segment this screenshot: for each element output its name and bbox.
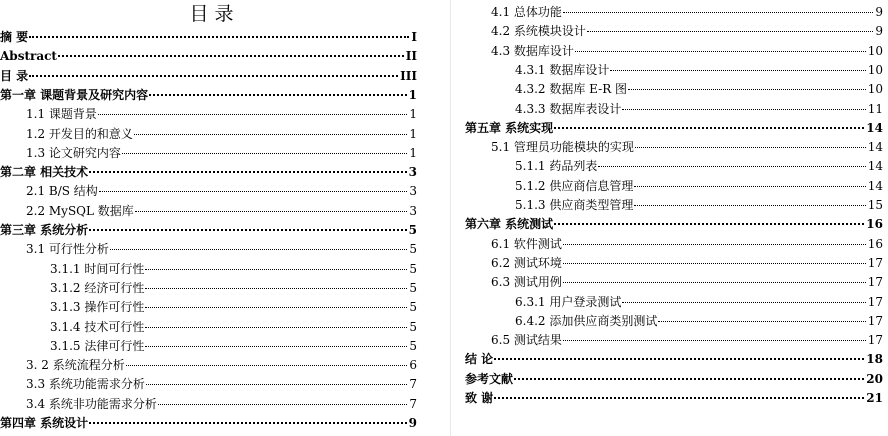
toc-dot-leader (29, 74, 398, 77)
toc-page-number: 14 (867, 159, 883, 174)
toc-dot-leader (563, 281, 866, 283)
toc-dot-leader (628, 88, 866, 90)
toc-page-number: 5 (409, 319, 417, 334)
toc-dot-leader (145, 306, 407, 308)
toc-section-entry[interactable] (491, 22, 883, 41)
toc-entry-label: 1.2 开发目的和意义 (26, 126, 133, 141)
toc-entry-label: 第六章 系统测试 (465, 217, 554, 232)
toc-dot-leader (494, 357, 864, 360)
toc-page-number: 9 (408, 416, 417, 430)
toc-dot-leader (658, 320, 865, 322)
toc-page-number: II (405, 49, 417, 64)
toc-chapter-entry[interactable] (0, 414, 417, 433)
toc-dot-leader (514, 377, 864, 380)
toc-entry-label: 4.3.3 数据库表设计 (515, 101, 622, 116)
toc-section-entry[interactable] (26, 125, 417, 144)
toc-page-number: 17 (867, 294, 883, 309)
toc-section-entry[interactable] (515, 157, 883, 176)
toc-dot-leader (89, 228, 406, 231)
toc-dot-leader (563, 243, 866, 245)
toc-section-entry[interactable] (50, 318, 417, 337)
toc-page-number: 5 (409, 261, 417, 276)
toc-page-number: 21 (866, 391, 883, 405)
toc-dot-leader (635, 146, 866, 148)
toc-section-entry[interactable] (50, 260, 417, 279)
toc-entry-label: 第一章 课题背景及研究内容 (0, 87, 149, 102)
toc-page-number: 9 (875, 24, 883, 39)
toc-entry-label: 第二章 相关技术 (0, 165, 89, 180)
toc-section-entry[interactable] (515, 61, 883, 80)
toc-page-number: 14 (867, 178, 883, 193)
toc-dot-leader (134, 133, 407, 135)
toc-page-number: 16 (866, 217, 883, 232)
toc-chapter-entry[interactable] (0, 221, 417, 240)
toc-page-number: I (411, 30, 417, 44)
toc-page-number: 5 (409, 338, 417, 353)
toc-dot-leader (622, 301, 865, 303)
toc-chapter-entry[interactable] (0, 86, 417, 105)
toc-section-entry[interactable] (515, 196, 883, 215)
toc-page-number: 15 (867, 198, 883, 212)
toc-page-number: 17 (867, 255, 883, 270)
toc-chapter-entry[interactable] (465, 215, 883, 234)
toc-section-entry[interactable] (491, 273, 883, 292)
toc-section-entry[interactable] (515, 177, 883, 196)
toc-section-entry[interactable] (515, 312, 883, 331)
toc-page-number: 17 (867, 333, 883, 348)
toc-entry-label: 3.1.4 技术可行性 (50, 319, 145, 334)
toc-entry-label: 3. 2 系统流程分析 (26, 358, 125, 373)
toc-section-entry[interactable] (26, 182, 417, 201)
toc-entry-label: 3.1.3 操作可行性 (50, 300, 145, 315)
toc-page-number: 1 (408, 87, 417, 102)
toc-dot-leader (99, 190, 408, 192)
toc-dot-leader (89, 421, 406, 424)
toc-dot-leader (122, 152, 407, 154)
toc-dot-leader (554, 126, 864, 129)
toc-page-number: 7 (409, 377, 417, 392)
toc-entry-label: 2.2 MySQL 数据库 (26, 203, 134, 218)
toc-entry-label: 3.3 系统功能需求分析 (26, 377, 145, 392)
toc-chapter-entry[interactable] (0, 67, 417, 86)
toc-page-number: 5 (409, 300, 417, 315)
toc-page-number: 6 (409, 358, 417, 373)
toc-section-entry[interactable] (50, 279, 417, 298)
toc-entry-label: 5.1 管理员功能模块的实现 (491, 140, 634, 155)
toc-entry-label: 第四章 系统设计 (0, 416, 89, 430)
toc-page-number: 14 (867, 140, 883, 155)
toc-entry-label: 4.3 数据库设计 (491, 43, 574, 58)
toc-dot-leader (146, 383, 407, 385)
toc-entry-label: 4.2 系统模块设计 (491, 24, 586, 39)
toc-entry-label: 4.3.2 数据库 E-R 图 (515, 82, 628, 97)
toc-section-entry[interactable] (515, 80, 883, 99)
toc-section-entry[interactable] (26, 105, 417, 124)
toc-entry-label: 结 论 (465, 352, 494, 367)
toc-dot-leader (610, 69, 865, 71)
toc-entry-label: 3.1.1 时间可行性 (50, 261, 145, 276)
toc-dot-leader (598, 165, 865, 167)
toc-dot-leader (126, 364, 408, 366)
toc-page-left (0, 0, 423, 436)
toc-section-entry[interactable] (515, 100, 883, 119)
toc-dot-leader (58, 54, 404, 57)
toc-page-number: 3 (409, 203, 417, 218)
toc-chapter-entry[interactable] (465, 119, 883, 138)
toc-dot-leader (135, 210, 408, 212)
toc-dot-leader (554, 222, 864, 225)
toc-chapter-entry[interactable] (465, 350, 883, 369)
toc-entry-label: 5.1.2 供应商信息管理 (515, 178, 634, 193)
toc-entry-label: Abstract (0, 49, 57, 64)
toc-entry-label: 3.1.5 法律可行性 (50, 338, 145, 353)
toc-page-number: 18 (866, 352, 883, 367)
toc-section-entry[interactable] (491, 254, 883, 273)
toc-page-number: 16 (867, 236, 883, 251)
toc-entry-label: 6.3 测试用例 (491, 275, 562, 290)
toc-entry-label: 3.1 可行性分析 (26, 242, 109, 257)
toc-dot-leader (89, 170, 406, 173)
toc-dot-leader (29, 35, 409, 38)
toc-section-entry[interactable] (26, 395, 417, 414)
toc-section-entry[interactable] (26, 202, 417, 221)
page-divider (450, 0, 451, 436)
toc-section-entry[interactable] (50, 298, 417, 317)
toc-dot-leader (634, 185, 865, 187)
toc-section-entry[interactable] (491, 331, 883, 350)
toc-page-number: 5 (408, 223, 417, 237)
toc-chapter-entry[interactable] (465, 370, 883, 389)
toc-entry-label: 致 谢 (465, 391, 494, 405)
toc-entry-label: 第五章 系统实现 (465, 120, 554, 135)
toc-title: 目 录 (189, 3, 234, 25)
toc-page-number: 5 (409, 280, 417, 295)
toc-entry-label: 1.1 课题背景 (26, 107, 97, 122)
toc-page-number: 14 (866, 120, 883, 135)
toc-dot-leader (145, 326, 407, 328)
toc-section-entry[interactable] (491, 42, 883, 61)
toc-page-number: 17 (867, 275, 883, 290)
toc-section-entry[interactable] (515, 293, 883, 312)
toc-page-number: 20 (866, 371, 883, 386)
toc-chapter-entry[interactable] (465, 389, 883, 408)
toc-section-entry[interactable] (26, 240, 417, 259)
toc-entry-label: 3.4 系统非功能需求分析 (26, 396, 157, 411)
toc-dot-leader (110, 248, 407, 250)
toc-page-number: 3 (408, 165, 417, 180)
toc-entry-label: 6.3.1 用户登录测试 (515, 294, 622, 309)
toc-chapter-entry[interactable] (0, 47, 417, 66)
toc-entry-label: 6.2 测试环境 (491, 255, 562, 270)
toc-dot-leader (158, 403, 407, 405)
toc-entry-label: 参考文献 (465, 371, 514, 386)
toc-page-number: 1 (409, 107, 417, 122)
toc-chapter-entry[interactable] (0, 28, 417, 47)
toc-page-right (465, 0, 888, 436)
toc-dot-leader (563, 262, 866, 264)
toc-entry-label: 5.1.3 供应商类型管理 (515, 198, 634, 212)
toc-entry-label: 4.3.1 数据库设计 (515, 62, 610, 77)
toc-section-entry[interactable] (491, 3, 883, 22)
toc-dot-leader (575, 50, 866, 52)
toc-dot-leader (634, 204, 865, 206)
toc-page-number: 11 (867, 101, 883, 116)
toc-dot-leader (494, 396, 864, 399)
toc-section-entry[interactable] (50, 337, 417, 356)
toc-entry-label: 3.1.2 经济可行性 (50, 280, 145, 295)
toc-section-entry[interactable] (26, 356, 417, 375)
toc-entry-label: 6.1 软件测试 (491, 236, 562, 251)
toc-section-entry[interactable] (491, 235, 883, 254)
toc-entry-label: 5.1.1 药品列表 (515, 159, 598, 174)
toc-page-number: 5 (409, 242, 417, 257)
toc-page-number: 1 (409, 126, 417, 141)
toc-dot-leader (145, 345, 407, 347)
toc-entry-label: 第三章 系统分析 (0, 223, 89, 237)
toc-page-number: III (400, 68, 417, 83)
toc-entry-label: 摘 要 (0, 30, 29, 44)
toc-entry-label: 4.1 总体功能 (491, 5, 562, 19)
toc-page-number: 17 (867, 313, 883, 328)
toc-page-number: 7 (409, 396, 417, 411)
toc-dot-leader (587, 30, 873, 32)
toc-dot-leader (149, 93, 406, 96)
toc-dot-leader (145, 287, 407, 289)
toc-dot-leader (563, 339, 866, 341)
toc-page-number: 10 (867, 43, 883, 58)
toc-entry-label: 1.3 论文研究内容 (26, 145, 121, 160)
toc-entry-label: 2.1 B/S 结构 (26, 184, 98, 199)
toc-section-entry[interactable] (491, 138, 883, 157)
toc-dot-leader (622, 108, 865, 110)
toc-entry-label: 目 录 (0, 68, 29, 83)
toc-dot-leader (145, 268, 407, 270)
toc-page-number: 1 (409, 145, 417, 160)
toc-page-number: 10 (867, 62, 883, 77)
toc-dot-leader (98, 113, 407, 115)
toc-dot-leader (563, 11, 873, 13)
toc-page-number: 9 (875, 5, 883, 19)
toc-entry-label: 6.4.2 添加供应商类别测试 (515, 313, 658, 328)
toc-entry-label: 6.5 测试结果 (491, 333, 562, 348)
toc-chapter-entry[interactable] (0, 163, 417, 182)
toc-page-number: 10 (867, 82, 883, 97)
toc-section-entry[interactable] (26, 375, 417, 394)
toc-page-number: 3 (409, 184, 417, 199)
toc-section-entry[interactable] (26, 144, 417, 163)
